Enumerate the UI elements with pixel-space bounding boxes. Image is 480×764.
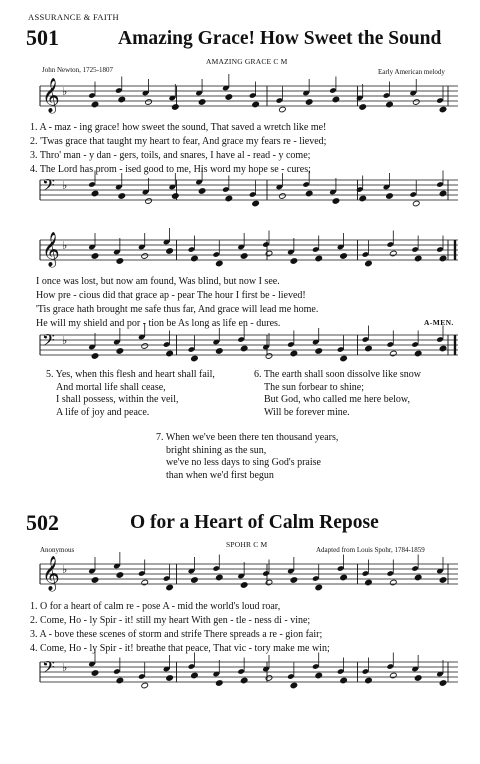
notehead bbox=[305, 99, 313, 106]
notehead bbox=[252, 101, 260, 108]
verse-1-line-1: 1. A - maz - ing grace! how sweet the sound, That saved a wretch like me! bbox=[30, 122, 327, 133]
bass-clef-icon: 𝄢 bbox=[42, 175, 55, 199]
notehead bbox=[91, 253, 99, 260]
lyrics-line-502 bbox=[30, 600, 330, 656]
hymn-title-502: O for a Heart of Calm Repose bbox=[130, 512, 379, 533]
notehead bbox=[290, 577, 298, 584]
notehead bbox=[439, 680, 447, 687]
notehead bbox=[252, 200, 260, 207]
notehead bbox=[332, 198, 340, 205]
flat-sign-icon: ♭ bbox=[62, 563, 68, 576]
notehead bbox=[365, 260, 373, 267]
notehead bbox=[166, 350, 174, 357]
bass-clef-icon: 𝄢 bbox=[42, 330, 55, 354]
notehead bbox=[389, 579, 397, 586]
notehead bbox=[240, 677, 248, 684]
author-credit-502: Anonymous bbox=[40, 546, 75, 554]
music-staff-treble bbox=[0, 232, 480, 272]
notehead bbox=[265, 579, 273, 586]
bass-clef-icon: 𝄢 bbox=[42, 657, 55, 681]
notehead bbox=[412, 99, 420, 106]
notehead bbox=[439, 255, 447, 262]
notehead bbox=[191, 577, 199, 584]
notehead bbox=[389, 350, 397, 357]
notehead bbox=[172, 193, 180, 200]
notehead bbox=[145, 99, 153, 106]
notehead bbox=[439, 190, 447, 197]
notehead bbox=[145, 198, 153, 205]
treble-clef-icon: 𝄞 bbox=[42, 232, 60, 267]
notehead bbox=[265, 250, 273, 257]
stanza-5-line-1: 5. Yes, when this flesh and heart shall fail, bbox=[46, 369, 215, 380]
flat-sign-icon: ♭ bbox=[62, 661, 68, 674]
notehead bbox=[414, 255, 422, 262]
stanza-5-line-3: I shall possess, within the veil, bbox=[56, 394, 179, 406]
notehead bbox=[290, 682, 298, 689]
flat-sign-icon: ♭ bbox=[62, 334, 68, 347]
notehead bbox=[414, 350, 422, 357]
verse-3-line-2: 'Tis grace hath brought me safe thus far, And grace will lead me home. bbox=[36, 304, 319, 315]
notehead bbox=[359, 104, 367, 111]
notehead bbox=[215, 260, 223, 267]
stanza-5-line-4: A life of joy and peace. bbox=[56, 406, 150, 418]
notehead bbox=[91, 101, 99, 108]
stanza-6-line-4: Will be forever mine. bbox=[264, 406, 350, 418]
verse-3-line-1: 3. Thro' man - y dan - gers, toils, and snares, I have al - read - y come; bbox=[30, 150, 311, 161]
verse-2-line-1: 2. 'Twas grace that taught my heart to fear, And grace my fears re - lieved; bbox=[30, 136, 327, 147]
notehead bbox=[365, 579, 373, 586]
music-staff-bass bbox=[0, 327, 480, 367]
notehead bbox=[225, 195, 233, 202]
notehead bbox=[191, 355, 199, 362]
flat-sign-icon: ♭ bbox=[62, 179, 68, 192]
notehead bbox=[166, 675, 174, 682]
treble-clef-icon: 𝄞 bbox=[42, 78, 60, 113]
notehead bbox=[279, 106, 287, 113]
verse-4-line-1: 4. The Lord has prom - ised good to me, His word my hope se - cures; bbox=[30, 164, 311, 175]
music-staff-bass bbox=[0, 654, 480, 694]
notehead bbox=[166, 248, 174, 255]
notehead bbox=[365, 345, 373, 352]
notehead bbox=[191, 672, 199, 679]
music-staff-bass bbox=[0, 172, 480, 212]
notehead bbox=[340, 574, 348, 581]
section-header: ASSURANCE & FAITH bbox=[28, 12, 119, 22]
notehead bbox=[240, 582, 248, 589]
stanza-5-line-2: And mortal life shall cease, bbox=[56, 381, 166, 393]
notehead bbox=[91, 190, 99, 197]
notehead bbox=[279, 193, 287, 200]
notehead bbox=[118, 96, 126, 103]
notehead bbox=[332, 96, 340, 103]
notehead bbox=[116, 677, 124, 684]
hymn-number-502: 502 bbox=[26, 510, 59, 535]
verse-1-line-1: 1. O for a heart of calm re - pose A - mid the world's loud roar, bbox=[30, 601, 281, 612]
notehead bbox=[215, 348, 223, 355]
notehead bbox=[340, 253, 348, 260]
notehead bbox=[198, 188, 206, 195]
notehead bbox=[315, 348, 323, 355]
tune-name-501: AMAZING GRACE C M bbox=[206, 57, 288, 66]
notehead bbox=[91, 577, 99, 584]
notehead bbox=[315, 255, 323, 262]
notehead bbox=[215, 574, 223, 581]
notehead bbox=[118, 193, 126, 200]
notehead bbox=[305, 190, 313, 197]
notehead bbox=[265, 675, 273, 682]
verse-1-line-2: I once was lost, but now am found, Was blind, but now I see. bbox=[36, 276, 280, 287]
notehead bbox=[386, 101, 394, 108]
notehead bbox=[365, 677, 373, 684]
notehead bbox=[315, 584, 323, 591]
flat-sign-icon: ♭ bbox=[62, 85, 68, 98]
notehead bbox=[265, 353, 273, 360]
notehead bbox=[414, 675, 422, 682]
notehead bbox=[290, 258, 298, 265]
notehead bbox=[386, 193, 394, 200]
stanza-5 bbox=[46, 369, 215, 419]
stanza-7-line-1: 7. When we've been there ten thousand years, bbox=[156, 432, 339, 443]
music-staff-treble bbox=[0, 556, 480, 596]
hymn-title-501: Amazing Grace! How Sweet the Sound bbox=[118, 28, 442, 49]
verse-4-line-2: He will my shield and por - tion be As long as life en - dures. bbox=[36, 318, 281, 329]
notehead bbox=[166, 584, 174, 591]
lyrics-line-1 bbox=[30, 121, 326, 177]
stanza-6-line-3: But God, who called me here below, bbox=[264, 394, 410, 406]
notehead bbox=[439, 106, 447, 113]
notehead bbox=[412, 200, 420, 207]
stanza-6 bbox=[254, 369, 421, 419]
notehead bbox=[340, 677, 348, 684]
verse-2-line-1: 2. Come, Ho - ly Spir - it! still my heart With gen - tle - ness di - vine; bbox=[30, 615, 311, 626]
notehead bbox=[91, 670, 99, 677]
stanza-6-line-2: The sun forbear to shine; bbox=[264, 381, 364, 393]
verse-4-line-1: 4. Come, Ho - ly Spir - it! breathe that peace, That vic - tory make me win; bbox=[30, 643, 330, 654]
hymn-number-501: 501 bbox=[26, 25, 59, 50]
notehead bbox=[240, 345, 248, 352]
notehead bbox=[91, 353, 99, 360]
treble-clef-icon: 𝄞 bbox=[42, 556, 60, 591]
notehead bbox=[439, 345, 447, 352]
tune-name-502: SPOHR C M bbox=[226, 540, 268, 549]
notehead bbox=[240, 253, 248, 260]
verse-2-line-2: How pre - cious did that grace ap - pear The hour I first be - lieved! bbox=[36, 290, 306, 301]
notehead bbox=[191, 255, 199, 262]
stanza-7-line-3: we've no less days to sing God's praise bbox=[166, 457, 321, 469]
amen-label: A-MEN. bbox=[424, 318, 454, 327]
stanza-7 bbox=[156, 432, 338, 482]
flat-sign-icon: ♭ bbox=[62, 239, 68, 252]
notehead bbox=[359, 195, 367, 202]
notehead bbox=[340, 355, 348, 362]
notehead bbox=[172, 104, 180, 111]
author-credit-501: John Newton, 1725-1807 bbox=[42, 66, 113, 74]
notehead bbox=[116, 572, 124, 579]
stanza-6-line-1: 6. The earth shall soon dissolve like snow bbox=[254, 369, 422, 380]
notehead bbox=[389, 250, 397, 257]
notehead bbox=[141, 253, 149, 260]
music-staff-treble bbox=[0, 78, 480, 118]
notehead bbox=[225, 94, 233, 101]
notehead bbox=[116, 258, 124, 265]
notehead bbox=[141, 579, 149, 586]
stanza-7-line-4: than when we'd first begun bbox=[166, 469, 274, 481]
notehead bbox=[141, 343, 149, 350]
notehead bbox=[198, 99, 206, 106]
verse-3-line-1: 3. A - bove these scenes of storm and strife There spreads a re - gion fair; bbox=[30, 629, 323, 640]
notehead bbox=[141, 682, 149, 689]
stanza-7-line-2: bright shining as the sun, bbox=[166, 444, 267, 456]
lyrics-line-2 bbox=[36, 275, 318, 331]
notehead bbox=[290, 350, 298, 357]
composer-credit-501: Early American melody bbox=[378, 68, 445, 76]
notehead bbox=[315, 672, 323, 679]
notehead bbox=[439, 577, 447, 584]
notehead bbox=[215, 680, 223, 687]
notehead bbox=[414, 574, 422, 581]
notehead bbox=[116, 348, 124, 355]
notehead bbox=[389, 672, 397, 679]
composer-credit-502: Adapted from Louis Spohr, 1784-1859 bbox=[316, 546, 425, 554]
